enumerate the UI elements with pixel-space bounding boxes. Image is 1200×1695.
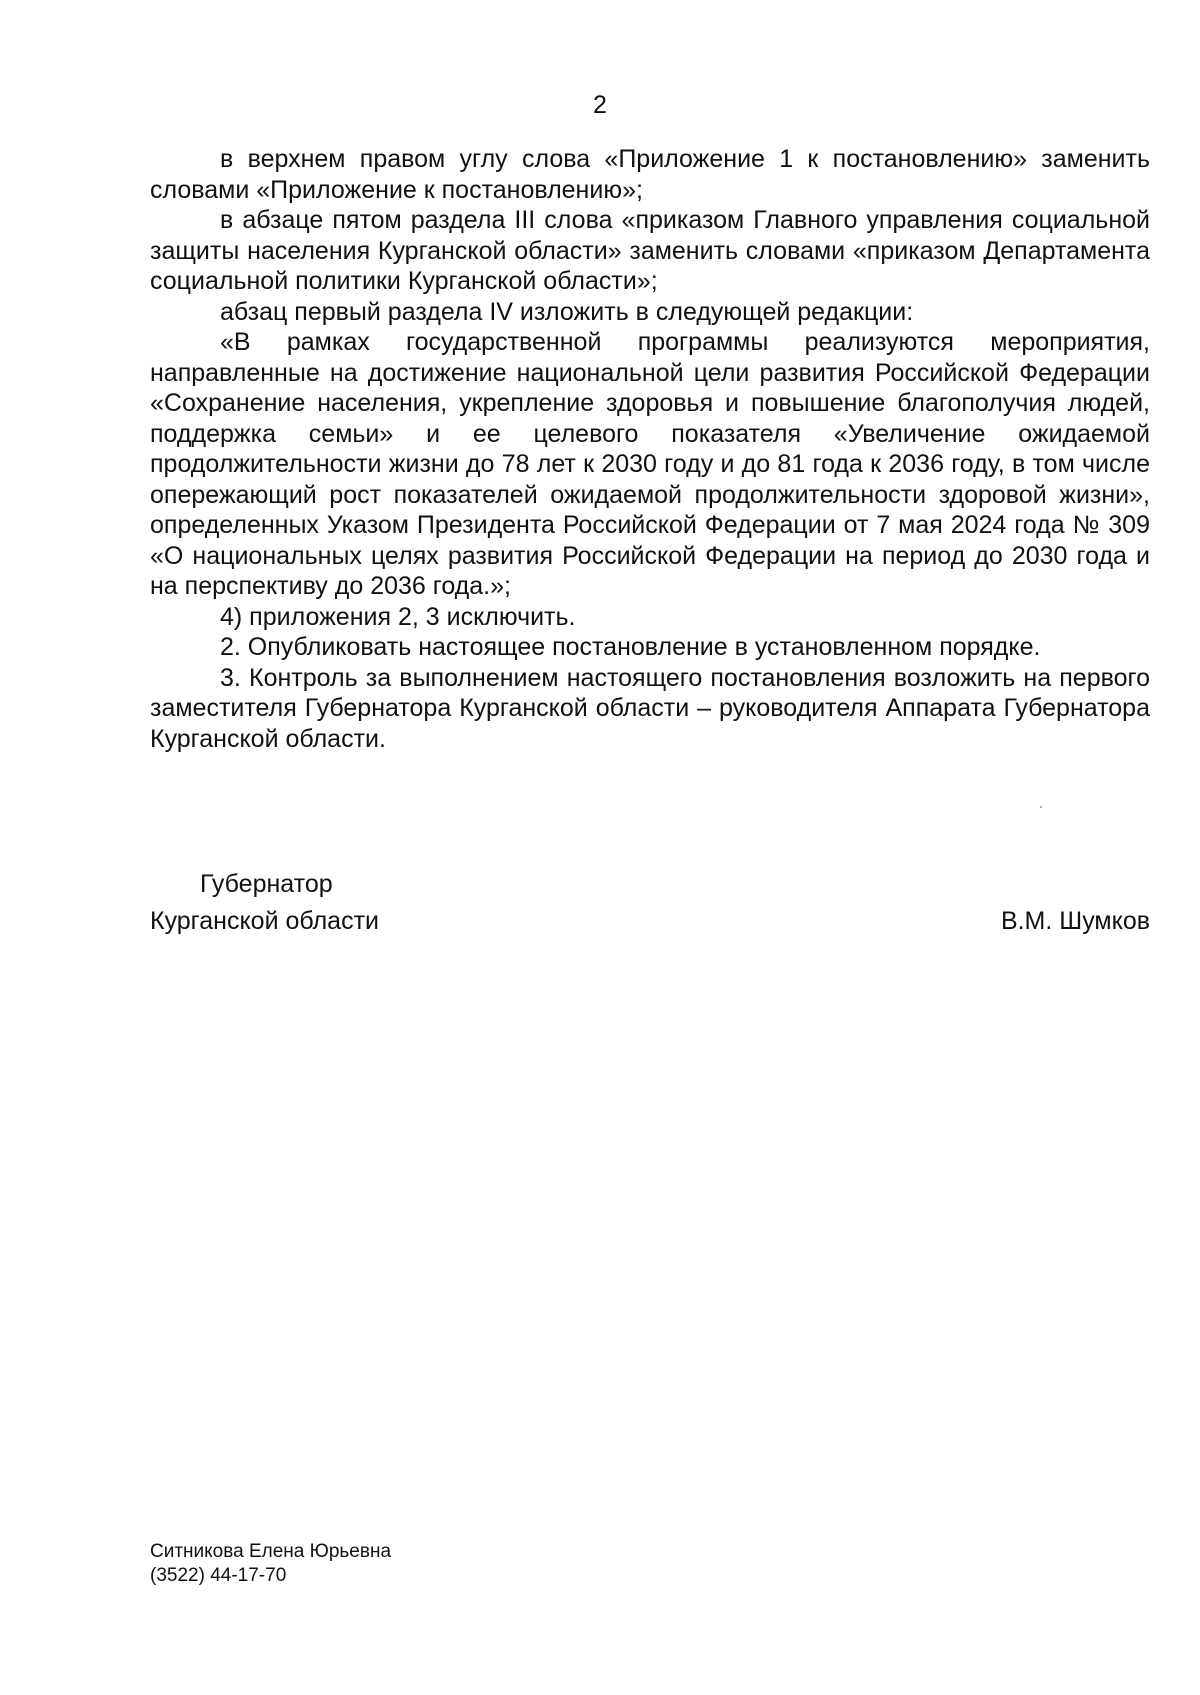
paragraph-section-four-quote: «В рамках государственной программы реализуются мероприятия, направленные на достижение национальной цели развития Российской Федерации «Сохранение населения, укрепление здоровья и повышение благополучия людей, поддержка семьи» и ее целевого показателя «Увеличение ожидаемой продолжительности жизни до 78 лет к 2030 году и до 81 года к 2036 году, в том числе опережающий рост показателей ожидаемой продолжительности здоровой жизни», определенных Указом Президента Российской Федерации от 7 мая 2024 года № 309 «О национальных целях развития Российской Федерации на период до 2030 года и на перспективу до 2036 года.»; (150, 328, 1150, 600)
contact-block (150, 1540, 391, 1588)
paragraph-item-4: 4) приложения 2, 3 исключить. (220, 602, 576, 631)
scan-speck (1040, 806, 1042, 808)
signature-title-line1: Губернатор (200, 870, 333, 898)
document-body (150, 144, 1150, 754)
paragraph-section-three: в абзаце пятом раздела III слова «приказом Главного управления социальной защиты населения Курганской области» заменить словами «приказом Департамента социальной политики Курганской области»; (150, 206, 1150, 295)
paragraph-item-2-publish: 2. Опубликовать настоящее постановление в установленном порядке. (220, 633, 1041, 661)
paragraph-item-3-control: 3. Контроль за выполнением настоящего постановления возложить на первого заместителя Губернатора Курганской области – руководителя Аппарата Губернатора Курганской области. (150, 663, 1150, 753)
contact-phone: (3522) 44-17-70 (150, 1565, 287, 1586)
signature-row (150, 899, 1150, 936)
signature-block (150, 869, 1150, 936)
contact-name: Ситникова Елена Юрьевна (150, 1541, 392, 1562)
signature-title-line2: Курганской области (150, 907, 380, 935)
paragraph-appendix-title: в верхнем правом углу слова «Приложение 1 к постановлению» заменить словами «Приложение к постановлению»; (150, 145, 1150, 204)
signature-name: В.М. Шумков (1000, 907, 1150, 935)
page-number: 2 (593, 91, 607, 119)
paragraph-section-four-intro: абзац первый раздела IV изложить в следующей редакции: (220, 297, 914, 326)
